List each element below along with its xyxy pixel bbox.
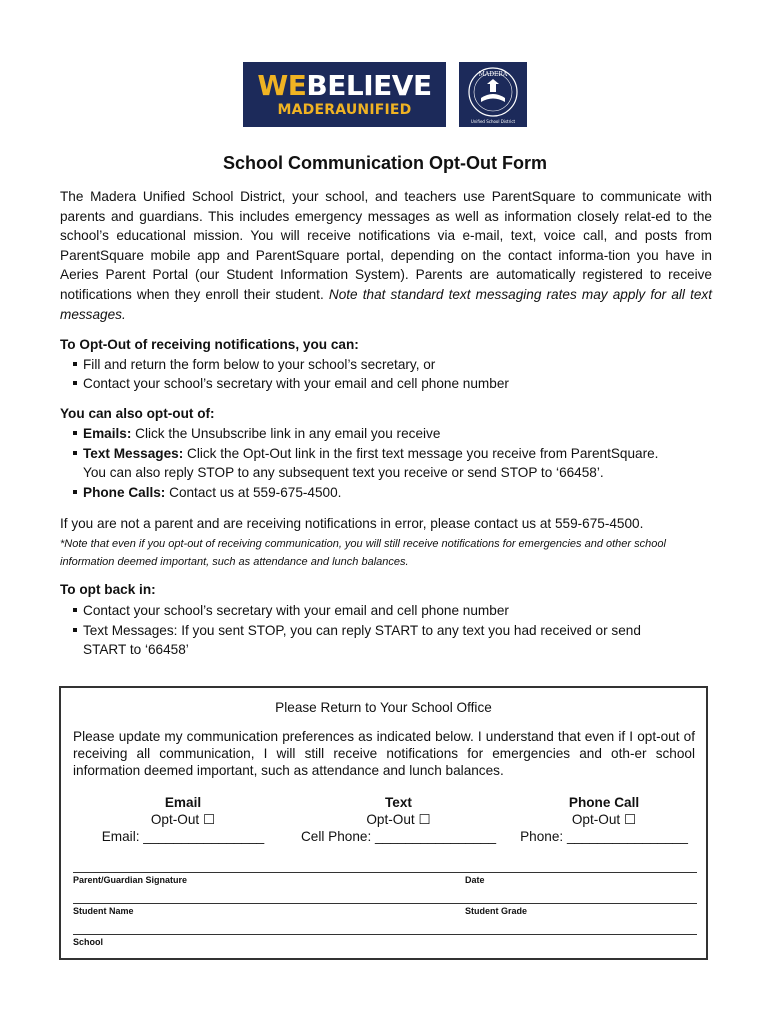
- logo-headline: [257, 71, 431, 101]
- opt-in-item: [73, 601, 723, 621]
- district-seal: [459, 62, 527, 127]
- opt-out-item: [73, 355, 723, 375]
- error-contact-text: If you are not a parent and are receiving notifications in error, please contact us at 559-675-4500.: [60, 516, 644, 531]
- opt-out-item-text: Fill and return the form below to your school’s secretary, or: [83, 357, 436, 372]
- student-grade-label: Student Grade: [465, 906, 528, 916]
- opt-out-heading: To Opt-Out of receiving notifications, you can:: [60, 337, 359, 352]
- bullet-icon: [73, 608, 77, 612]
- phone-call-heading: Phone Call: [568, 795, 640, 810]
- also-heading: You can also opt-out of:: [60, 406, 215, 421]
- student-name-label: Student Name: [73, 906, 134, 916]
- logo-believe: BELIEVE: [306, 69, 432, 102]
- page-title: School Communication Opt-Out Form: [223, 153, 547, 173]
- also-item-emails: [73, 424, 723, 444]
- cell-phone-field[interactable]: Cell Phone: ________________: [300, 829, 497, 844]
- date-label: Date: [465, 875, 485, 885]
- also-item-text: Contact us at 559-675-4500.: [169, 485, 342, 500]
- also-item-label: Text Messages:: [83, 446, 184, 461]
- phone-call-column: [509, 794, 699, 845]
- opt-out-note: *Note that even if you opt-out of receiving communication, you will still receive notifications for emergencies and other school information deemed important, such as attendance and lunch balances.: [60, 538, 666, 568]
- email-heading: Email: [164, 795, 202, 810]
- phone-field[interactable]: Phone: ________________: [520, 829, 688, 844]
- opt-out-item-text: Contact your school’s secretary with your email and cell phone number: [83, 376, 509, 391]
- text-heading: Text: [385, 795, 412, 810]
- bullet-icon: [73, 628, 77, 632]
- also-item-phone-calls: [73, 483, 723, 503]
- text-opt-out-checkbox[interactable]: Opt-Out ☐: [366, 812, 431, 827]
- email-column: [93, 794, 273, 845]
- bullet-icon: [73, 381, 77, 385]
- return-form: [59, 686, 708, 960]
- opt-in-item-text: Contact your school’s secretary with your email and cell phone number: [83, 603, 509, 618]
- bullet-icon: [73, 451, 77, 455]
- also-item-text-continued: [83, 463, 733, 483]
- we-believe-logo: [243, 62, 446, 127]
- intro-text: The Madera Unified School District, your school, and teachers use ParentSquare to communicate with parents and guardians. This includes emergency messages as well as information closely relat-ed to the school’s educational mission. You will receive notifications via e-mail, text, voice call, and posts from ParentSquare mobile app and ParentSquare portal, depending on the contact informa-tion you have in Aeries Parent Portal (our Student Information System). Parents are automatically registered to receive notifications when they enroll their student.: [60, 189, 712, 302]
- opt-in-item-text: START to ‘66458’: [83, 642, 189, 657]
- student-line[interactable]: [73, 903, 697, 904]
- also-item-label: Emails:: [83, 426, 132, 441]
- also-item-text: Click the Unsubscribe link in any email you receive: [135, 426, 441, 441]
- logo-district: MADERAUNIFIED: [277, 102, 412, 118]
- return-form-title: Please Return to Your School Office: [275, 700, 492, 715]
- signature-line[interactable]: [73, 872, 697, 873]
- also-item-text-messages: [73, 444, 723, 464]
- intro-italic-text: Note that standard text messaging rates may apply for all text messages.: [60, 286, 713, 322]
- also-item-label: Phone Calls:: [83, 485, 166, 500]
- school-label: School: [73, 937, 104, 947]
- return-form-text: Please update my communication preferences as indicated below. I understand that even if I opt-out of receiving all communication, I will still receive notifications for emergencies and oth-er school information deemed important, such as attendance and lunch balances.: [73, 729, 695, 778]
- school-line[interactable]: [73, 934, 697, 935]
- opt-out-item: [73, 374, 723, 394]
- also-item-text: You can also reply STOP to any subsequent text you receive or send STOP to ‘66458’.: [83, 465, 604, 480]
- email-opt-out-checkbox[interactable]: Opt-Out ☐: [150, 812, 216, 827]
- seal-top-text: MADERA: [478, 71, 508, 78]
- email-field[interactable]: Email: ________________: [101, 829, 265, 844]
- also-item-text: Click the Opt-Out link in the first text message you receive from ParentSquare.: [187, 446, 659, 461]
- seal-bottom-text: Unified School District: [470, 119, 516, 124]
- opt-in-heading: To opt back in:: [60, 582, 156, 597]
- bullet-icon: [73, 490, 77, 494]
- text-column: [291, 794, 506, 845]
- opt-in-item-text: Text Messages: If you sent STOP, you can reply START to any text you had received or send: [83, 623, 641, 638]
- seal-icon: [459, 62, 527, 127]
- phone-opt-out-checkbox[interactable]: Opt-Out ☐: [571, 812, 637, 827]
- logo-we: WE: [257, 69, 307, 102]
- bullet-icon: [73, 362, 77, 366]
- signature-label: Parent/Guardian Signature: [73, 875, 188, 885]
- intro-paragraph: [60, 187, 712, 324]
- opt-in-item: [73, 621, 723, 641]
- bullet-icon: [73, 431, 77, 435]
- opt-in-item-continued: [83, 640, 733, 660]
